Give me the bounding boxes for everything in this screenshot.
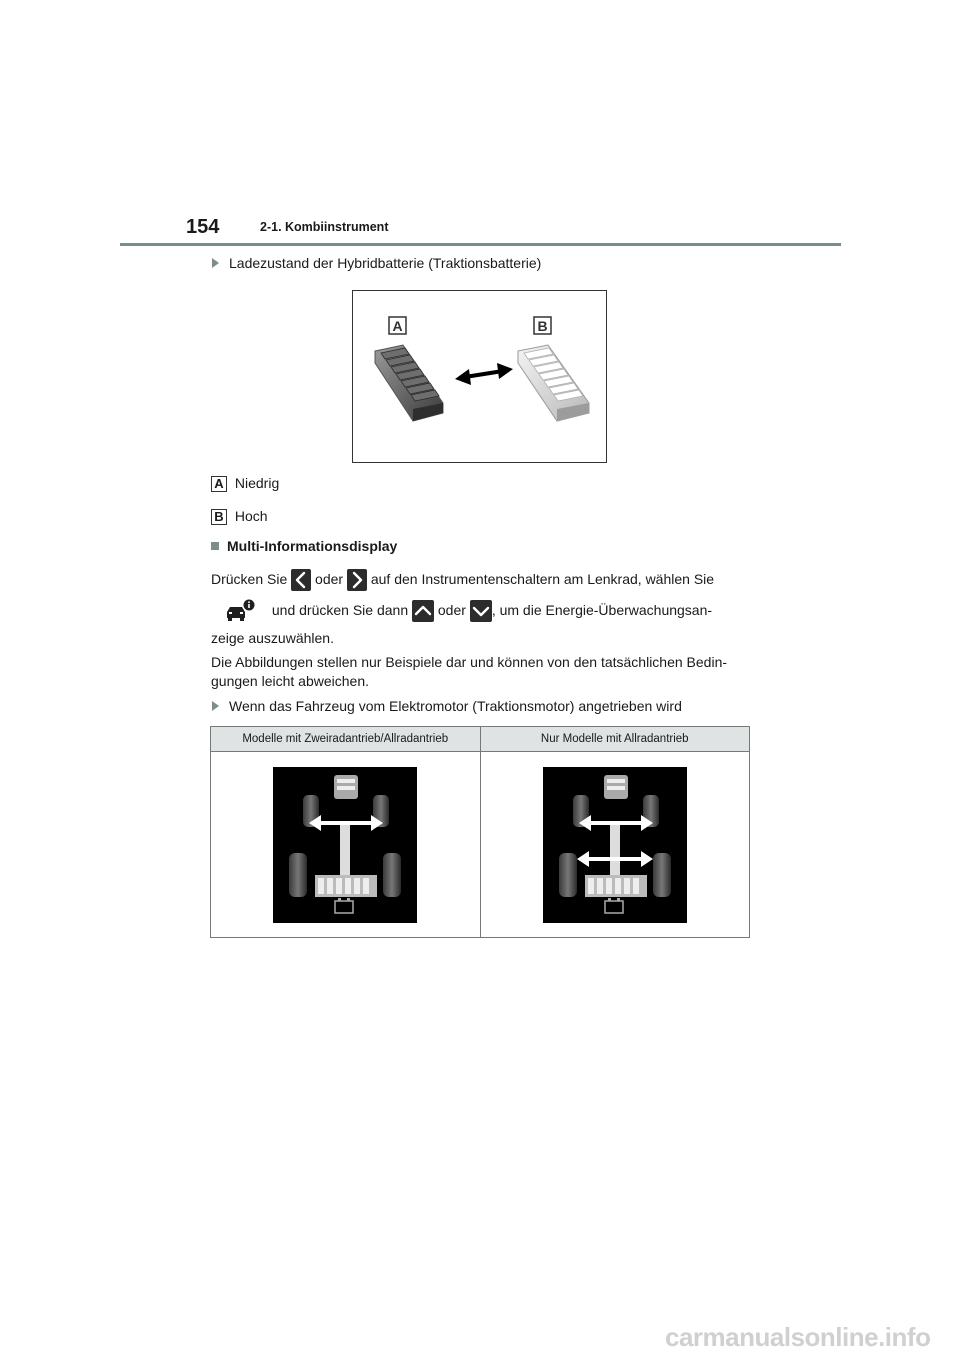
table-header-awd-only: Nur Modelle mit Allradantrieb	[480, 727, 750, 752]
drive-models-table	[210, 726, 750, 938]
legend-item-b	[211, 508, 268, 525]
note-line-2: gungen leicht abweichen.	[211, 673, 370, 689]
figure-label-b: B	[537, 318, 548, 334]
battery-figure	[352, 290, 607, 463]
table-row	[211, 752, 750, 938]
table-cell-2wd-awd	[211, 752, 481, 938]
legend-key-a: A	[211, 476, 227, 492]
multi-info-heading: Multi-Informationsdisplay	[211, 538, 397, 555]
watermark[interactable]: carmanualsonline.info	[665, 1322, 931, 1352]
page-number: 154	[186, 216, 220, 238]
chevron-right-icon	[347, 569, 367, 591]
battery-bullet-heading: Ladezustand der Hybridbatterie (Traktionsbatterie)	[212, 255, 541, 272]
square-bullet-icon	[211, 542, 219, 550]
instruction-line-1: Drücken Sie oder auf den Instrumentenschaltern am Lenkrad, wählen Sie	[211, 568, 714, 591]
header-rule	[120, 243, 841, 246]
motor-bullet-heading: Wenn das Fahrzeug vom Elektromotor (Traktionsmotor) angetrieben wird	[212, 698, 682, 715]
table-cell-awd-only	[480, 752, 750, 938]
legend-key-b: B	[211, 509, 227, 525]
table-header-2wd-awd: Modelle mit Zweiradantrieb/Allradantrieb	[211, 727, 481, 752]
chevron-left-icon	[291, 569, 311, 591]
vehicle-info-icon	[224, 599, 256, 623]
legend-text-a: Niedrig	[234, 475, 280, 491]
arrow-bullet-icon	[212, 701, 219, 711]
arrow-bullet-icon	[212, 258, 219, 268]
energy-flow-2wd-image	[273, 767, 417, 923]
chevron-down-icon	[470, 600, 492, 622]
note-line-1: Die Abbildungen stellen nur Beispiele dar und können von den tatsächlichen Bedin-	[211, 654, 728, 670]
table-header-row	[211, 727, 750, 752]
chevron-up-icon	[412, 600, 434, 622]
energy-flow-awd-image	[543, 767, 687, 923]
legend-text-b: Hoch	[234, 508, 268, 524]
instruction-line-2: und drücken Sie dann oder , um die Energie-Überwachungsan-	[224, 598, 712, 623]
battery-high-icon	[518, 345, 589, 421]
instruction-line-3: zeige auszuwählen.	[211, 630, 334, 646]
double-arrow-icon	[455, 363, 513, 385]
section-title: 2-1. Kombiinstrument	[260, 220, 389, 234]
battery-low-icon	[375, 345, 443, 421]
legend-item-a	[211, 475, 279, 492]
battery-illustration	[353, 291, 606, 462]
figure-label-a: A	[392, 318, 403, 334]
